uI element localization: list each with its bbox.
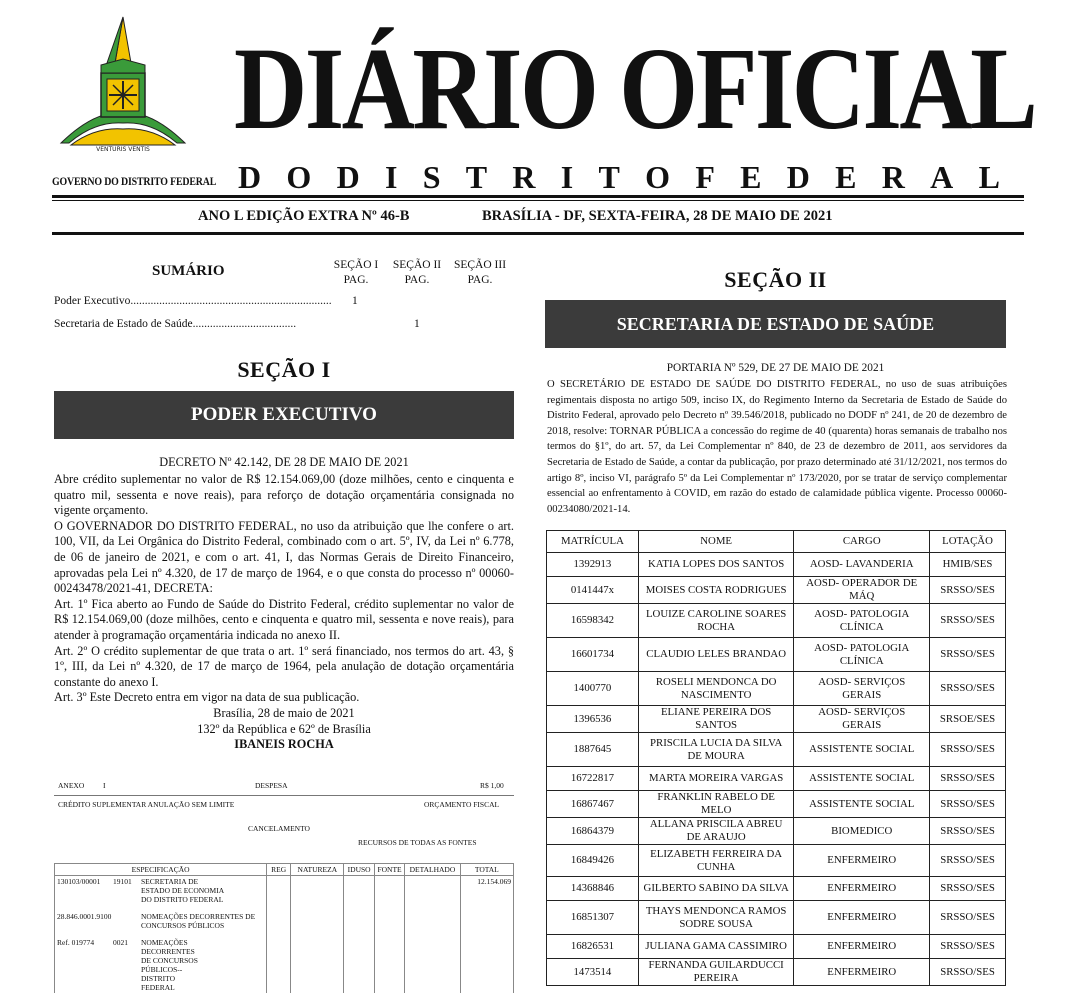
matricula-cell: 16826531 bbox=[547, 935, 639, 959]
anexo-despesa: DESPESA bbox=[255, 781, 288, 790]
anexo-col-especificacao: ESPECIFICAÇÃO bbox=[55, 864, 267, 876]
anexo-code2: 0021 bbox=[113, 938, 128, 947]
anexo-row bbox=[55, 876, 514, 906]
servidor-row bbox=[547, 845, 1006, 877]
cargo-cell: AOSD- SERVIÇOS GERAIS bbox=[794, 706, 930, 733]
col-pag: PAG. bbox=[467, 274, 493, 286]
anexo-code: Ref. 019774 bbox=[57, 938, 95, 947]
anexo-col-total: TOTAL bbox=[460, 864, 513, 876]
col-label: SEÇÃO III bbox=[453, 259, 507, 271]
lotacao-cell: SRSSO/SES bbox=[930, 935, 1006, 959]
anexo-col-reg: REG bbox=[267, 864, 291, 876]
dateline: BRASÍLIA - DF, SEXTA-FEIRA, 28 DE MAIO DE 2021 bbox=[482, 208, 833, 224]
sumario-col-secao1 bbox=[326, 258, 386, 288]
matricula-cell: 1396536 bbox=[547, 706, 639, 733]
nome-cell: GILBERTO SABINO DA SILVA bbox=[638, 877, 794, 901]
dot-leader: ...................................................................... bbox=[130, 295, 332, 307]
subtitle-letter: R bbox=[512, 159, 536, 195]
servidor-row bbox=[547, 733, 1006, 767]
col-pag: PAG. bbox=[404, 274, 430, 286]
anexo-cell bbox=[344, 905, 374, 931]
matricula-cell: 16722817 bbox=[547, 767, 639, 791]
lotacao-cell: SRSSO/SES bbox=[930, 604, 1006, 638]
lotacao-cell: SRSSO/SES bbox=[930, 845, 1006, 877]
nome-cell: LOUIZE CAROLINE SOARES ROCHA bbox=[638, 604, 794, 638]
anexo-rule bbox=[54, 795, 514, 796]
sumario-row-poder-executivo[interactable] bbox=[54, 295, 332, 307]
subtitle-letter: A bbox=[930, 159, 954, 195]
decree-art2: Art. 2º O crédito suplementar de que trata o art. 1º será financiado, nos termos do art. 43, § 1º, III, da Lei nº 4.320, de 17 de março de 1964, pela anulação de dotação orçamentária constante do anexo I. bbox=[54, 643, 514, 689]
matricula-cell: 1400770 bbox=[547, 672, 639, 706]
poder-executivo-bar: PODER EXECUTIVO bbox=[54, 391, 514, 439]
cargo-cell: BIOMEDICO bbox=[794, 818, 930, 845]
masthead-rule-top-thin bbox=[52, 200, 1024, 201]
portaria-text: O SECRETÁRIO DE ESTADO DE SAÚDE DO DISTRITO FEDERAL, no uso de suas atribuições regimentais disposta no artigo 509, inciso IX, do Regimento Interno da Secretaria de Estado de Saúde do Distrito Federal, aprovado pelo Decreto nº 39.546/2018, publicado no DODF nº 241, de 20 de dezembro de 2018, resolve: TORNAR PÚBLICA a concessão do regime de 40 (quarenta) horas semanais de trabalho nos termos do §1º, do art. 57, da Lei Complementar nº 840, de 23 de dezembro de 2011, aos servidores da Secretaria de Estado de Saúde, a contar da publicação, por prazo determinado até 31/12/2021, nos termos do artigo 8º, inciso VI, parágrafo 5º da Lei Complementar nº 173/2020, por se tratar de serviço complementar essencial ao enfrentamento à COVID, em razão do estado de calamidade pública vigente. Processo 00060-00234080/2021-14. bbox=[547, 379, 1007, 515]
anexo-cell bbox=[267, 905, 291, 931]
subtitle-letter: E bbox=[740, 159, 762, 195]
anexo-cell bbox=[405, 876, 460, 906]
lotacao-cell: HMIB/SES bbox=[930, 553, 1006, 577]
sumario-row-label: Poder Executivo bbox=[54, 295, 131, 307]
subtitle-letter: T bbox=[465, 159, 488, 195]
cargo-cell: ENFERMEIRO bbox=[794, 959, 930, 986]
anexo-desc: NOMEAÇÕES DECORRENTES DE CONCURSOS PÚBLICOS bbox=[141, 912, 256, 930]
secretaria-saude-bar: SECRETARIA DE ESTADO DE SAÚDE bbox=[545, 300, 1006, 348]
nome-cell: KATIA LOPES DOS SANTOS bbox=[638, 553, 794, 577]
servidor-row bbox=[547, 959, 1006, 986]
nome-cell: MARTA MOREIRA VARGAS bbox=[638, 767, 794, 791]
cargo-cell: AOSD- SERVIÇOS GERAIS bbox=[794, 672, 930, 706]
col-matricula: MATRÍCULA bbox=[547, 531, 639, 553]
matricula-cell: 1392913 bbox=[547, 553, 639, 577]
servidor-row bbox=[547, 604, 1006, 638]
servidor-row bbox=[547, 553, 1006, 577]
anexo-col-iduso: IDUSO bbox=[344, 864, 374, 876]
decree-preamble: O GOVERNADOR DO DISTRITO FEDERAL, no uso da atribuição que lhe confere o art. 100, VII, da Lei Orgânica do Distrito Federal, combinado com o art. 5º, IV, da Lei nº 6.778, de 06 de janeiro de 2021, e com o art. 41, I, das Normas Gerais de Direito Financeiro, aprovadas pela Lei nº 4.320, de 17 de março de 1964, e o que consta do processo nº 00060-00243478/2021-41, DECRETA: bbox=[54, 518, 514, 596]
sumario-col-secao2 bbox=[386, 258, 448, 288]
col-label: SEÇÃO II bbox=[392, 259, 442, 271]
anexo-label: ANEXO bbox=[58, 781, 85, 790]
anexo-code: 28.846.0001.9100 bbox=[57, 912, 112, 921]
sumario-page-secao1: 1 bbox=[352, 295, 358, 307]
anexo-cell bbox=[344, 876, 374, 906]
masthead-rule-top bbox=[52, 195, 1024, 198]
anexo-cell bbox=[267, 931, 291, 993]
nome-cell: ELIANE PEREIRA DOS SANTOS bbox=[638, 706, 794, 733]
matricula-cell: 16601734 bbox=[547, 638, 639, 672]
sumario-row-saude[interactable] bbox=[54, 318, 296, 330]
anexo-cell bbox=[405, 931, 460, 993]
matricula-cell: 16598342 bbox=[547, 604, 639, 638]
anexo-table bbox=[54, 863, 514, 993]
anexo-code2: 19101 bbox=[113, 877, 132, 886]
servidor-row bbox=[547, 638, 1006, 672]
cargo-cell: ASSISTENTE SOCIAL bbox=[794, 767, 930, 791]
lotacao-cell: SRSSO/SES bbox=[930, 818, 1006, 845]
matricula-cell: 1473514 bbox=[547, 959, 639, 986]
cargo-cell: AOSD- LAVANDERIA bbox=[794, 553, 930, 577]
anexo-total: 12.154.069 bbox=[460, 876, 513, 906]
anexo-spec-cell bbox=[55, 876, 267, 906]
servidores-table-body bbox=[547, 553, 1006, 986]
matricula-cell: 16851307 bbox=[547, 901, 639, 935]
subtitle-letter: I bbox=[560, 159, 574, 195]
lotacao-cell: SRSSO/SES bbox=[930, 733, 1006, 767]
anexo-row bbox=[55, 931, 514, 993]
anexo-number: I bbox=[103, 781, 106, 790]
col-cargo: CARGO bbox=[794, 531, 930, 553]
gdf-crest-logo bbox=[55, 15, 191, 165]
cargo-cell: ASSISTENTE SOCIAL bbox=[794, 791, 930, 818]
subtitle-letter: I bbox=[384, 159, 398, 195]
sumario-col-secao3 bbox=[448, 258, 512, 288]
nome-cell: THAYS MENDONCA RAMOS SODRE SOUSA bbox=[638, 901, 794, 935]
dot-leader: .................................... bbox=[192, 318, 297, 330]
anexo-cell bbox=[405, 905, 460, 931]
servidor-row bbox=[547, 791, 1006, 818]
lotacao-cell: SRSSO/SES bbox=[930, 791, 1006, 818]
subtitle-letter: F bbox=[695, 159, 715, 195]
decree-art3: Art. 3º Este Decreto entra em vigor na data de sua publicação. bbox=[54, 690, 360, 705]
anexo-cell bbox=[291, 876, 344, 906]
subtitle-letter: L bbox=[978, 159, 1000, 195]
subtitle-letter: O bbox=[286, 159, 312, 195]
nome-cell: MOISES COSTA RODRIGUES bbox=[638, 577, 794, 604]
subtitle-letter: S bbox=[422, 159, 441, 195]
masthead-rule-bottom bbox=[52, 232, 1024, 235]
cargo-cell: ASSISTENTE SOCIAL bbox=[794, 733, 930, 767]
secao1-heading: SEÇÃO I bbox=[237, 357, 331, 382]
decree-years: 132º da República e 62º de Brasília bbox=[197, 721, 371, 736]
lotacao-cell: SRSSO/SES bbox=[930, 959, 1006, 986]
nome-cell: PRISCILA LUCIA DA SILVA DE MOURA bbox=[638, 733, 794, 767]
anexo-cancelamento: CANCELAMENTO bbox=[248, 824, 310, 833]
anexo-orcamento: ORÇAMENTO FISCAL bbox=[424, 800, 500, 809]
matricula-cell: 1887645 bbox=[547, 733, 639, 767]
servidor-row bbox=[547, 935, 1006, 959]
matricula-cell: 14368846 bbox=[547, 877, 639, 901]
newspaper-title: DIÁRIO OFICIAL bbox=[234, 23, 1036, 154]
matricula-cell: 0141447x bbox=[547, 577, 639, 604]
nome-cell: CLAUDIO LELES BRANDAO bbox=[638, 638, 794, 672]
anexo-table-header bbox=[55, 864, 514, 876]
cargo-cell: AOSD- OPERADOR DE MÁQ bbox=[794, 577, 930, 604]
subtitle-letter: D bbox=[786, 159, 810, 195]
col-lotacao: LOTAÇÃO bbox=[930, 531, 1006, 553]
anexo-cell bbox=[374, 931, 404, 993]
anexo-recursos: RECURSOS DE TODAS AS FONTES bbox=[358, 838, 477, 847]
subtitle-letter: E bbox=[835, 159, 857, 195]
anexo-cell bbox=[267, 876, 291, 906]
anexo-row bbox=[55, 905, 514, 931]
servidor-row bbox=[547, 672, 1006, 706]
matricula-cell: 16849426 bbox=[547, 845, 639, 877]
servidor-row bbox=[547, 577, 1006, 604]
anexo-code: 130103/00001 bbox=[57, 877, 101, 886]
anexo-col-detalhado: DETALHADO bbox=[405, 864, 460, 876]
crest-motto: VENTURIS VENTIS bbox=[96, 146, 150, 153]
subtitle-letter: O bbox=[645, 159, 671, 195]
anexo-spec-cell bbox=[55, 905, 267, 931]
nome-cell: ROSELI MENDONCA DO NASCIMENTO bbox=[638, 672, 794, 706]
lotacao-cell: SRSOE/SES bbox=[930, 706, 1006, 733]
cargo-cell: ENFERMEIRO bbox=[794, 901, 930, 935]
matricula-cell: 16864379 bbox=[547, 818, 639, 845]
sumario-title: SUMÁRIO bbox=[152, 263, 225, 279]
cargo-cell: AOSD- PATOLOGIA CLÍNICA bbox=[794, 638, 930, 672]
decree-art1: Art. 1º Fica aberto ao Fundo de Saúde do Distrito Federal, crédito suplementar no valor de R$ 12.154.069,00 (doze milhões, cento e cinquenta e quatro mil, sessenta e nove reais), para atender à programação orçamentária indicada no anexo II. bbox=[54, 596, 514, 642]
col-pag: PAG. bbox=[343, 274, 369, 286]
anexo-total bbox=[460, 931, 513, 993]
col-label: SEÇÃO I bbox=[333, 259, 379, 271]
nome-cell: ALLANA PRISCILA ABREU DE ARAUJO bbox=[638, 818, 794, 845]
anexo-total bbox=[460, 905, 513, 931]
edition-label: ANO L EDIÇÃO EXTRA Nº 46-B bbox=[198, 208, 410, 224]
servidor-row bbox=[547, 901, 1006, 935]
col-nome: NOME bbox=[638, 531, 794, 553]
lotacao-cell: SRSSO/SES bbox=[930, 577, 1006, 604]
subtitle-letter: T bbox=[598, 159, 620, 195]
anexo-cell bbox=[344, 931, 374, 993]
decree-body bbox=[54, 472, 514, 753]
cargo-cell: ENFERMEIRO bbox=[794, 877, 930, 901]
decree-title: DECRETO Nº 42.142, DE 28 DE MAIO DE 2021 bbox=[159, 455, 409, 469]
anexo-spec-cell bbox=[55, 931, 267, 993]
sumario-row-label: Secretaria de Estado de Saúde bbox=[54, 318, 193, 330]
portaria-title: PORTARIA Nº 529, DE 27 DE MAIO DE 2021 bbox=[666, 362, 885, 374]
anexo-col-fonte: FONTE bbox=[374, 864, 404, 876]
cargo-cell: ENFERMEIRO bbox=[794, 935, 930, 959]
anexo-rs: R$ 1,00 bbox=[480, 781, 504, 790]
lotacao-cell: SRSSO/SES bbox=[930, 901, 1006, 935]
anexo-credito: CRÉDITO SUPLEMENTAR ANULAÇÃO SEM LIMITE bbox=[58, 800, 235, 809]
anexo-cell bbox=[374, 876, 404, 906]
nome-cell: ELIZABETH FERREIRA DA CUNHA bbox=[638, 845, 794, 877]
anexo-cell bbox=[291, 905, 344, 931]
secao2-heading: SEÇÃO II bbox=[724, 267, 827, 292]
decree-signature: IBANEIS ROCHA bbox=[234, 737, 334, 752]
servidor-row bbox=[547, 818, 1006, 845]
nome-cell: FERNANDA GUILARDUCCI PEREIRA bbox=[638, 959, 794, 986]
newspaper-subtitle bbox=[238, 160, 1000, 194]
anexo-cell bbox=[374, 905, 404, 931]
servidor-row bbox=[547, 767, 1006, 791]
lotacao-cell: SRSSO/SES bbox=[930, 767, 1006, 791]
servidores-table-header bbox=[547, 531, 1006, 553]
government-label: GOVERNO DO DISTRITO FEDERAL bbox=[52, 176, 217, 188]
lotacao-cell: SRSSO/SES bbox=[930, 672, 1006, 706]
subtitle-letter: D bbox=[238, 159, 262, 195]
servidores-table bbox=[546, 530, 1006, 986]
matricula-cell: 16867467 bbox=[547, 791, 639, 818]
servidor-row bbox=[547, 706, 1006, 733]
lotacao-cell: SRSSO/SES bbox=[930, 638, 1006, 672]
anexo-col-natureza: NATUREZA bbox=[291, 864, 344, 876]
sumario-page-secao2: 1 bbox=[414, 318, 420, 330]
anexo-desc: SECRETARIA DE ESTADO DE ECONOMIA DO DISTRITO FEDERAL bbox=[141, 877, 224, 904]
servidor-row bbox=[547, 877, 1006, 901]
decree-place-date: Brasília, 28 de maio de 2021 bbox=[213, 705, 355, 720]
cargo-cell: ENFERMEIRO bbox=[794, 845, 930, 877]
nome-cell: JULIANA GAMA CASSIMIRO bbox=[638, 935, 794, 959]
decree-ementa: Abre crédito suplementar no valor de R$ 12.154.069,00 (doze milhões, cento e cinquenta e quatro mil, sessenta e nove reais), para reforço de dotação orçamentária consignada no vigente orçamento. bbox=[54, 472, 514, 518]
nome-cell: FRANKLIN RABELO DE MELO bbox=[638, 791, 794, 818]
cargo-cell: AOSD- PATOLOGIA CLÍNICA bbox=[794, 604, 930, 638]
subtitle-letter: R bbox=[881, 159, 905, 195]
subtitle-letter: D bbox=[336, 159, 360, 195]
lotacao-cell: SRSSO/SES bbox=[930, 877, 1006, 901]
anexo-cell bbox=[291, 931, 344, 993]
anexo-desc: NOMEAÇÕES DECORRENTES DE CONCURSOS PÚBLICOS-- DISTRITO FEDERAL bbox=[141, 938, 198, 992]
